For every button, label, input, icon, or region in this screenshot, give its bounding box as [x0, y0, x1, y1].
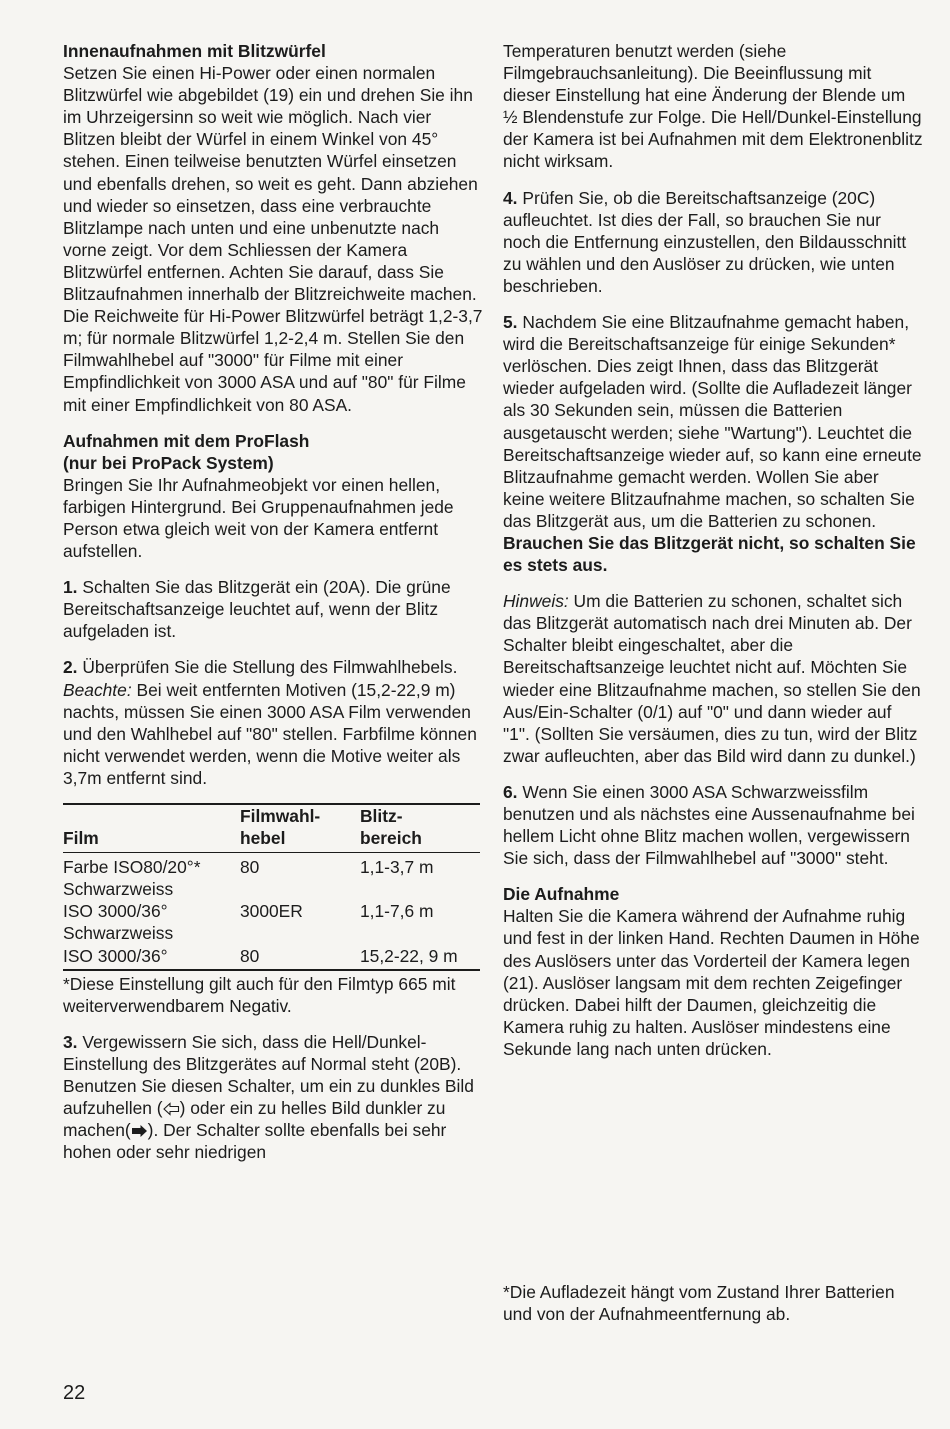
cell-range: 1,1-3,7 m	[360, 857, 434, 878]
table-row	[63, 922, 480, 969]
heading-proflash: Aufnahmen mit dem ProFlash	[63, 430, 310, 451]
header-line: Filmwahl-	[240, 806, 321, 826]
step-text: Prüfen Sie, ob die Bereitschaftsanzeige (20C) aufleuchtet. Ist dies der Fall, so brauchen Sie nur noch die Entfernung einzustellen, den Bildausschnitt zu wählen und den Auslöser zu drücken, wie unten beschrieben.	[503, 187, 907, 296]
cell-line: Schwarzweiss	[63, 923, 174, 944]
step-text: ) oder ein zu helles Bild dunkler zu machen(	[63, 1098, 446, 1141]
table-row	[63, 853, 480, 879]
step-text: Schalten Sie das Blitzgerät ein (20A). Die grüne Bereitschaftsanzeige leuchtet auf, wenn der Blitz aufgeladen ist.	[63, 577, 451, 642]
step-3	[63, 1031, 483, 1164]
hint-text: Um die Batterien zu schonen, schaltet sich das Blitzgerät automatisch nach drei Minuten ab. Der Schalter bleibt eingeschaltet, aber die Bereitschaftsanzeige leuchtet nicht auf. Möchten Sie wieder eine Blitzaufnahme machen, so stellen Sie den Aus/Ein-Schalter (0/1) auf "0" und dann wieder auf "1". (Sollten Sie versäumen, dies zu tun, wird der Blitz zwar aufleuchten, aber das Bild wird dann zu dunkel.)	[503, 591, 921, 766]
step-5	[503, 311, 923, 576]
header-line: Blitz-	[360, 806, 403, 826]
page-number: 22	[63, 1382, 86, 1404]
cell-line: Schwarzweiss	[63, 879, 174, 900]
table-footnote: *Diese Einstellung gilt auch für den Filmtyp 665 mit weiterverwendbarem Negativ.	[63, 973, 456, 1016]
cell-film	[63, 878, 240, 922]
hint-label: Hinweis:	[503, 591, 569, 612]
paragraph-aufnahme: Halten Sie die Kamera während der Aufnahme ruhig und fest in der linken Hand. Rechten Daumen in Höhe des Auslösers unter das Vorderteil der Kamera legen (21). Auslöser langsam mit dem rechten Zeigefinger drücken. Dabei hilft der Daumen, gleichzeitig die Kamera ruhig zu halten. Auslöser mindestens eine Sekunde lang nach unten drücken.	[503, 906, 920, 1059]
cell-line: ISO 3000/36°	[63, 945, 168, 966]
page-footnote: *Die Aufladezeit hängt vom Zustand Ihrer Batterien und von der Aufnahmeentfernung ab.	[503, 1282, 895, 1325]
header-line: bereich	[360, 828, 422, 849]
step-number: 2.	[63, 657, 78, 678]
arrow-left-outline-icon	[163, 1099, 180, 1113]
cell-film: Farbe ISO80/20°*	[63, 857, 201, 878]
heading-die-aufnahme: Die Aufnahme	[503, 884, 620, 905]
cell-range: 1,1-7,6 m	[360, 901, 434, 922]
header-film: Film	[63, 804, 240, 853]
step-text: Überprüfen Sie die Stellung des Filmwahlhebels.	[77, 657, 458, 678]
table-header-row	[63, 804, 480, 853]
step-text: Nachdem Sie eine Blitzaufnahme gemacht haben, wird die Bereitschaftsanzeige für einige Sekunden* verlöschen. Dies zeigt Ihnen, dass das Blitzgerät wieder aufgeladen wird. (Sollte die Aufladezeit länger als 30 Sekunden sein, müssen die Batterien ausgetauscht werden; siehe "Wartung"). Leuchtet die Bereitschaftsanzeige wieder auf, so kann eine erneute Blitzaufnahme gemacht werden. Wollen Sie aber keine weitere Blitzaufnahme machen, so schalten Sie das Blitzgerät aus, um die Batterien zu schonen.	[503, 312, 922, 531]
step-number: 5.	[503, 312, 518, 333]
cell-film	[63, 922, 240, 969]
cell-lever: 80	[240, 857, 260, 878]
header-line: hebel	[240, 828, 286, 849]
table-row	[63, 878, 480, 922]
step-emphasis: Brauchen Sie das Blitzgerät nicht, so schalten Sie es stets aus.	[503, 532, 916, 576]
step-6	[503, 781, 923, 869]
step-text: Vergewissern Sie sich, dass die Hell/Dunkel-Einstellung des Blitzgerätes auf Normal steht (20B). Benutzen Sie diesen Schalter, um ein zu dunkles Bild aufzuhellen (	[63, 1031, 474, 1119]
step-4	[503, 187, 923, 297]
paragraph-continued: Temperaturen benutzt werden (siehe Filmgebrauchsanleitung). Die Beeinflussung mit dieser Einstellung hat eine Änderung der Blende um ½ Blendenstufe zur Folge. Die Hell/Dunkel-Einstellung der Kamera ist bei Aufnahmen mit dem Elektronenblitz nicht wirksam.	[503, 41, 923, 172]
paragraph-flashcube: Setzen Sie einen Hi-Power oder einen normalen Blitzwürfel wie abgebildet (19) ein und drehen Sie ihn im Uhrzeigersinn so weit wie möglich. Nach vier Blitzen bleibt der Würfel in einem Winkel von 45° stehen. Einen teilweise benutzten Würfel einsetzen und ebenfalls drehen, so weit es geht. Dann abziehen und wieder so einsetzen, dass eine verbrauchte Blitzlampe nach unten und eine unbenutzte nach vorne zeigt. Vor dem Schliessen der Kamera Blitzwürfel entfernen. Achten Sie darauf, dass Sie Blitzaufnahmen innerhalb der Blitzreichweite machen. Die Reichweite für Hi-Power Blitzwürfel beträgt 1,2-3,7 m; für normale Blitzwürfel 1,2-2,4 m. Stellen Sie den Filmwahlhebel auf "3000" für Filme mit einer Empfindlichkeit von 3000 ASA und auf "80" für Filme mit einer Empfindlichkeit von 80 ASA.	[63, 63, 483, 415]
step-2	[63, 656, 483, 789]
step-text: Wenn Sie einen 3000 ASA Schwarzweissfilm benutzen und als nächstes eine Aussenaufnahme bei hellem Licht ohne Blitz machen wollen, vergewissern Sie sich, dass der Filmwahlhebel auf "3000" steht.	[503, 781, 915, 869]
cell-range: 15,2-22, 9 m	[360, 945, 458, 966]
header-range	[360, 804, 480, 853]
step-text: Bei weit entfernten Motiven (15,2-22,9 m) nachts, müssen Sie einen 3000 ASA Film verwenden und den Wahlhebel auf "80" stellen. Farbfilme können nicht verwendet werden, wenn die Motive weiter als 3,7m entfernt sind.	[63, 679, 477, 788]
step-text: ). Der Schalter sollte ebenfalls bei sehr hohen oder sehr niedrigen	[63, 1120, 447, 1163]
heading-proflash-sub: (nur bei ProPack System)	[63, 452, 274, 473]
note-label: Beachte:	[63, 679, 132, 700]
hint-paragraph	[503, 590, 923, 767]
right-column	[503, 40, 923, 1074]
left-column	[63, 40, 483, 1177]
arrow-right-solid-icon	[131, 1121, 148, 1135]
step-number: 6.	[503, 781, 518, 802]
header-lever	[240, 804, 360, 853]
step-number: 1.	[63, 577, 78, 598]
step-number: 4.	[503, 187, 518, 208]
heading-flashcube: Innenaufnahmen mit Blitzwürfel	[63, 41, 326, 61]
paragraph-proflash: Bringen Sie Ihr Aufnahmeobjekt vor einen hellen, farbigen Hintergrund. Bei Gruppenaufnahmen jede Person etwa gleich weit von der Kamera entfernt aufstellen.	[63, 474, 454, 562]
step-1	[63, 576, 483, 642]
step-number: 3.	[63, 1031, 78, 1052]
cell-lever: 3000ER	[240, 901, 303, 922]
cell-lever: 80	[240, 945, 260, 966]
flash-range-table	[63, 803, 480, 971]
cell-line: ISO 3000/36°	[63, 901, 168, 922]
